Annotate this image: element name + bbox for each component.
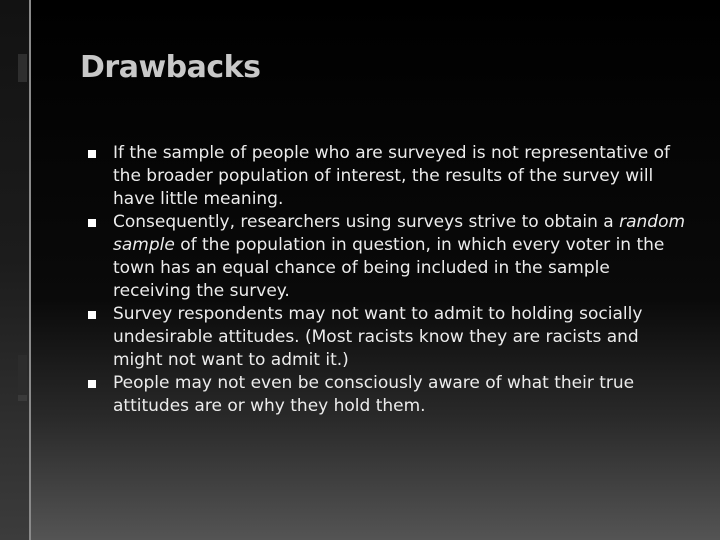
square-bullet-icon <box>88 311 96 319</box>
accent-block-top <box>18 54 27 82</box>
bullet-text: If the sample of people who are surveyed is not representative of the broader population of interest, the results of the survey will have little meaning. <box>113 143 671 209</box>
left-accent-line <box>29 0 31 540</box>
bullet-text-after: of the population in question, in which every voter in the town has an equal chance of being included in the sample receiving the survey. <box>113 235 665 301</box>
bullet-item <box>88 303 688 372</box>
square-bullet-icon <box>88 219 96 227</box>
slide-title: Drawbacks <box>80 50 261 85</box>
bullet-item <box>88 142 688 211</box>
bullet-text: Survey respondents may not want to admit to holding socially undesirable attitudes. (Most racists know they are racists and might not want to admit it.) <box>113 304 643 370</box>
bullet-list <box>88 142 688 418</box>
bullet-text: People may not even be consciously aware of what their true attitudes are or why they hold them. <box>113 373 635 416</box>
square-bullet-icon <box>88 150 96 158</box>
square-bullet-icon <box>88 380 96 388</box>
accent-block-bottom <box>18 355 27 393</box>
bullet-text-before: Consequently, researchers using surveys strive to obtain a <box>113 212 620 232</box>
bullet-item <box>88 372 688 418</box>
bullet-item <box>88 211 688 303</box>
accent-block-bottom-small <box>18 395 27 401</box>
bullet-text-emphasis: random sample <box>113 212 686 255</box>
